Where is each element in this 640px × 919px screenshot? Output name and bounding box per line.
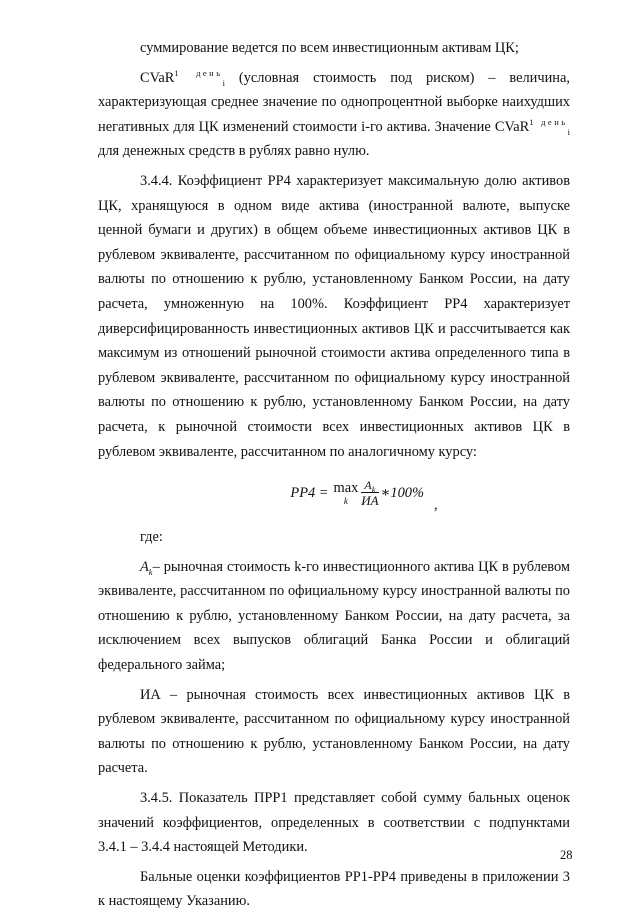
- page-number: 28: [560, 848, 573, 862]
- paragraph-summation: суммирование ведется по всем инвестиционным активам ЦК;: [140, 40, 519, 56]
- formula-numerator: $A_k$: [361, 478, 378, 493]
- cvar-term: CVaR$^{1 день}_i$: [140, 67, 225, 88]
- formula-lhs: РР4 =: [290, 484, 329, 501]
- cvar-description-end: для денежных средств в рублях равно нулю.: [98, 143, 370, 160]
- cvar-term-inline: CVaR$^{1 день}_i$: [494, 116, 570, 137]
- cvar-subscript: i: [222, 77, 225, 88]
- formula-fraction: [361, 478, 378, 509]
- paragraph-scores-appendix: Бальные оценки коэффициентов РР1-РР4 приведены в приложении 3 к настоящему Указанию.: [98, 868, 570, 910]
- cvar-description: (условная стоимость под риском) – величина, характеризующая среднее значение по однопроцентной выборке наихудших негативных для ЦК изменений стоимости i-го актива. Значение: [98, 69, 570, 135]
- formula-denominator: ИА: [361, 492, 379, 508]
- paragraph-cvar-definition: [98, 66, 570, 164]
- formula-comma: ,: [433, 496, 438, 513]
- ak-symbol: $A_k$: [140, 558, 153, 577]
- paragraph-ak-definition: [98, 555, 570, 678]
- body-text: [98, 36, 570, 919]
- formula-rhs: ∗100%: [380, 484, 424, 501]
- pp4-formula: [158, 469, 570, 517]
- paragraph-3-4-5: 3.4.5. Показатель ПРР1 представляет собой сумму бальных оценок значений коэффициентов, определенных в соответствии с подпунктами 3.4.1 – 3.4.4 настоящей Методики.: [98, 790, 570, 856]
- cvar-superscript: 1 день: [174, 67, 223, 78]
- paragraph-ia-definition: ИА – рыночная стоимость всех инвестиционных активов ЦК в рублевом эквиваленте, рассчитанном по официальному курсу иностранной валюты по отношению к рублю, установленному Банком России, на дату расчета.: [98, 686, 570, 777]
- ak-description: – рыночная стоимость k-го инвестиционного актива ЦК в рублевом эквиваленте, рассчитанном по официальному курсу иностранной валюты по отношению к рублю, установленному Банком России, на дату расчета, за исключением всех выпусков облигаций Банка России и облигаций федерального займа;: [98, 558, 570, 674]
- formula-max: max k: [333, 479, 359, 506]
- where-label: где:: [140, 529, 163, 546]
- paragraph-3-4-4: 3.4.4. Коэффициент РР4 характеризует максимальную долю активов ЦК, хранящуюся в одном виде актива (иностранной валюте, выпуске ценной бумаги и других) в общем объеме инвестиционных активов ЦК в рублевом эквиваленте, рассчитанном по официальному курсу иностранной валюты по отношению к рублю, установленному Банком России, на дату расчета, умноженную на 100%. Коэффициент РР4 характеризует диверсифицированность инвестиционных активов ЦК и рассчитывается как максимум из отношений рыночной стоимости актива определенного типа в рублевом эквиваленте, рассчитанном по официальному курсу иностранной валюты по отношению к рублю, установленному Банком России, на дату расчета, к рыночной стоимости всех инвестиционных активов ЦК в рублевом эквиваленте, рассчитанном по аналогичному курсу:: [98, 172, 570, 460]
